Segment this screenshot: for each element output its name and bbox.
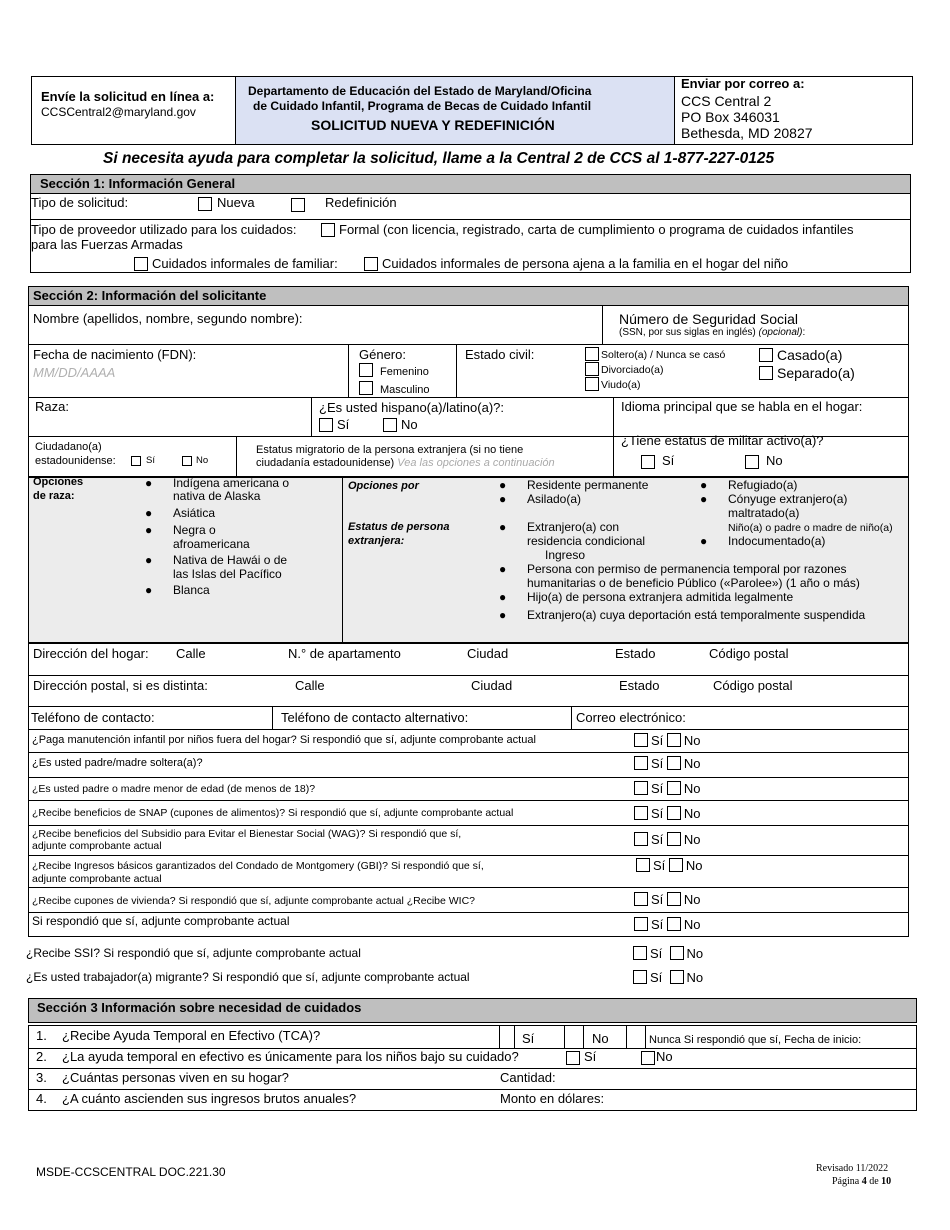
checkbox-no[interactable]: [667, 806, 681, 820]
checkbox-yes[interactable]: [634, 917, 648, 931]
checkbox-yes[interactable]: [636, 858, 650, 872]
divider: [311, 397, 312, 437]
q4-number: 4.: [36, 1091, 47, 1106]
question-wag-cont: adjunte comprobante actual: [32, 840, 162, 852]
redefinicion-label: Redefinición: [325, 195, 397, 210]
military-label: ¿Tiene estatus de militar activo(a)?: [621, 433, 824, 448]
form-title: SOLICITUD NUEVA Y REDEFINICIÓN: [311, 117, 555, 133]
citizen-label-1: Ciudadano(a): [35, 441, 102, 453]
widowed-label: Viudo(a): [601, 379, 641, 391]
divider: [613, 397, 614, 437]
divider: [28, 936, 909, 937]
income-amount-field[interactable]: Monto en dólares:: [500, 1091, 605, 1106]
female-label: Femenino: [380, 366, 429, 378]
hispanic-no-label: No: [401, 417, 418, 432]
race-option: las Islas del Pacífico: [173, 567, 282, 581]
bullet: ●: [700, 534, 708, 548]
request-type-label: Tipo de solicitud:: [31, 195, 129, 210]
bullet: ●: [499, 562, 507, 576]
race-options-title-1: Opciones: [33, 476, 84, 488]
status-option: Ingreso: [545, 548, 586, 562]
yes-no-wic: Sí No: [634, 917, 701, 932]
dob-label: Fecha de nacimiento (FDN):: [33, 347, 197, 362]
apartment-field[interactable]: N.° de apartamento: [288, 646, 401, 661]
section3-title: Sección 3 Información sobre necesidad de cuidados: [37, 1000, 362, 1015]
divider: [499, 1025, 500, 1048]
ssn-label: Número de Seguridad Social: [619, 311, 798, 327]
checkbox-no[interactable]: [667, 917, 681, 931]
separated-label: Separado(a): [777, 365, 855, 381]
bullet: ●: [700, 478, 708, 492]
question-snap: ¿Recibe beneficios de SNAP (cupones de alimentos)? Si respondió que sí, adjunte comprobante actual: [32, 807, 514, 819]
checkbox-no[interactable]: [667, 832, 681, 846]
q2-no-label: No: [656, 1049, 673, 1064]
question-housing: ¿Recibe cupones de vivienda? Si respondió que sí, adjunte comprobante actual ¿Recibe WIC?: [32, 895, 476, 907]
name-field[interactable]: Nombre (apellidos, nombre, segundo nombre):: [33, 311, 303, 326]
status-option: Niño(a) o padre o madre de niño(a): [728, 522, 893, 534]
bullet: ●: [700, 492, 708, 506]
divider: [28, 887, 909, 888]
question-gbi: ¿Recibe Ingresos básicos garantizados del Condado de Montgomery (GBI)? Si respondió que sí,: [32, 860, 484, 872]
q3-household-size: ¿Cuántas personas viven en su hogar?: [62, 1070, 289, 1085]
status-option: maltratado(a): [728, 506, 800, 520]
phone-field[interactable]: Teléfono de contacto:: [31, 710, 155, 725]
checkbox-citizen-no[interactable]: [182, 456, 192, 466]
hispanic-yes-label: Sí: [337, 417, 350, 432]
bullet: ●: [145, 553, 153, 567]
bullet: ●: [145, 583, 153, 597]
question-migrant: ¿Es usted trabajador(a) migrante? Si respondió que sí, adjunte comprobante actual: [26, 970, 470, 984]
checkbox-q2-no[interactable]: [641, 1051, 655, 1065]
informal-nonfamily-label: Cuidados informales de persona ajena a la familia en el hogar del niño: [382, 256, 789, 271]
department-line-2: de Cuidado Infantil, Programa de Becas de Cuidado Infantil: [253, 99, 592, 113]
status-options-title-3: extranjera:: [348, 535, 405, 547]
checkbox-formal[interactable]: [321, 223, 335, 237]
male-label: Masculino: [380, 384, 430, 396]
race-option: afroamericana: [173, 537, 250, 551]
checkbox-redefinicion[interactable]: [291, 198, 305, 212]
online-email[interactable]: CCSCentral2@maryland.gov: [41, 105, 196, 119]
checkbox-nueva[interactable]: [198, 197, 212, 211]
checkbox-no[interactable]: [667, 756, 681, 770]
married-label: Casado(a): [777, 347, 843, 363]
q4-gross-income: ¿A cuánto ascienden sus ingresos brutos anuales?: [62, 1091, 357, 1106]
yes-no-migrant: Sí No: [633, 970, 703, 985]
checkbox-yes[interactable]: [634, 756, 648, 770]
question-wic-proof: Si respondió que sí, adjunte comprobante actual: [32, 914, 290, 928]
checkbox-no[interactable]: [670, 970, 684, 984]
bullet: ●: [499, 492, 507, 506]
divider: [342, 477, 343, 643]
checkbox-divorced[interactable]: [585, 362, 599, 376]
divider: [583, 1025, 584, 1048]
question-minor-parent: ¿Es usted padre o madre menor de edad (de menos de 18)?: [32, 783, 316, 795]
q1-tca: ¿Recibe Ayuda Temporal en Efectivo (TCA)?: [62, 1028, 321, 1043]
divider: [28, 1068, 917, 1069]
mail-line-2: PO Box 346031: [681, 109, 780, 125]
question-ssi: ¿Recibe SSI? Si respondió que sí, adjunte comprobante actual: [26, 946, 361, 960]
mail-line-1: CCS Central 2: [681, 93, 772, 109]
race-options-title-2: de raza:: [33, 490, 75, 502]
city-field[interactable]: Ciudad: [467, 646, 509, 661]
status-option: Extranjero(a) cuya deportación está temporalmente suspendida: [527, 608, 866, 622]
checkbox-yes[interactable]: [634, 733, 648, 747]
race-option: nativa de Alaska: [173, 489, 261, 503]
section2-title: Sección 2: Información del solicitante: [33, 288, 267, 303]
checkbox-hispanic-no[interactable]: [383, 418, 397, 432]
bullet: ●: [499, 478, 507, 492]
question-gbi-cont: adjunte comprobante actual: [32, 873, 162, 885]
yes-no-ssi: Sí No: [633, 946, 703, 961]
question-wag: ¿Recibe beneficios del Subsidio para Evitar el Bienestar Social (WAG)? Si respondió que sí,: [32, 828, 462, 840]
yes-no-minor-parent: Sí No: [634, 781, 701, 796]
nueva-label: Nueva: [217, 195, 255, 210]
checkbox-male[interactable]: [359, 381, 373, 395]
ssn-note: (SSN, por sus siglas en inglés) (opcional):: [619, 327, 806, 338]
email-field[interactable]: Correo electrónico:: [576, 710, 686, 725]
divider: [28, 777, 909, 778]
single-label: Soltero(a) / Nunca se casó: [601, 349, 726, 361]
military-yes-label: Sí: [662, 453, 675, 468]
yes-no-gbi: Sí No: [636, 858, 703, 873]
mail-city-field[interactable]: Ciudad: [471, 678, 513, 693]
checkbox-military-yes[interactable]: [641, 455, 655, 469]
checkbox-military-no[interactable]: [745, 455, 759, 469]
phone-row: [28, 706, 909, 730]
checkbox-informal-family[interactable]: [134, 257, 148, 271]
checkbox-yes[interactable]: [634, 781, 648, 795]
checkbox-yes[interactable]: [633, 946, 647, 960]
divider: [456, 344, 457, 398]
divider: [645, 1025, 646, 1048]
status-option: Persona con permiso de permanencia temporal por razones: [527, 562, 847, 576]
divider: [564, 1025, 565, 1048]
race-option: Asiática: [173, 506, 216, 520]
bullet: ●: [145, 476, 153, 490]
divider: [28, 752, 909, 753]
divider: [348, 344, 349, 398]
citizen-no-label: No: [196, 455, 209, 466]
citizen-yes-label: Sí: [146, 455, 155, 466]
divider: [236, 436, 237, 477]
checkbox-hispanic-yes[interactable]: [319, 418, 333, 432]
mail-state-field[interactable]: Estado: [619, 678, 660, 693]
bullet: ●: [499, 590, 507, 604]
mail-zip-field[interactable]: Código postal: [713, 678, 793, 693]
q1-yes[interactable]: Sí: [522, 1031, 535, 1046]
checkbox-yes[interactable]: [633, 970, 647, 984]
dob-input[interactable]: MM/DD/AAAA: [33, 365, 116, 380]
checkbox-informal-nonfamily[interactable]: [364, 257, 378, 271]
q2-yes-label: Sí: [584, 1049, 597, 1064]
checkbox-q2-yes[interactable]: [566, 1051, 580, 1065]
mail-street-field[interactable]: Calle: [295, 678, 325, 693]
checkbox-citizen-yes[interactable]: [131, 456, 141, 466]
checkbox-yes[interactable]: [634, 892, 648, 906]
zip-field[interactable]: Código postal: [709, 646, 789, 661]
street-field[interactable]: Calle: [176, 646, 206, 661]
q1-never-start-date[interactable]: Nunca Si respondió que sí, Fecha de inicio:: [649, 1034, 862, 1046]
informal-family-label: Cuidados informales de familiar:: [152, 256, 338, 271]
yes-no-snap: Sí No: [634, 806, 701, 821]
checkbox-married[interactable]: [759, 348, 773, 362]
mail-line-3: Bethesda, MD 20827: [681, 125, 813, 141]
divider: [571, 706, 572, 730]
status-option: Indocumentado(a): [728, 534, 826, 548]
status-option: Hijo(a) de persona extranjera admitida legalmente: [527, 590, 794, 604]
mail-label: Enviar por correo a:: [681, 76, 805, 91]
divorced-label: Divorciado(a): [601, 364, 664, 376]
divider: [514, 1025, 515, 1048]
bullet: ●: [145, 506, 153, 520]
checkbox-no[interactable]: [667, 781, 681, 795]
help-line: Si necesita ayuda para completar la solicitud, llame a la Central 2 de CCS al 1-877-227-0125: [103, 150, 775, 167]
immigration-label-1: Estatus migratorio de la persona extranjera (si no tiene: [256, 444, 524, 456]
document-id: MSDE-CCSCENTRAL DOC.221.30: [36, 1165, 226, 1179]
divider: [626, 1025, 627, 1048]
checkbox-female[interactable]: [359, 363, 373, 377]
divider: [602, 305, 603, 345]
yes-no-housing: Sí No: [634, 892, 701, 907]
race-option: Indígena americana o: [173, 476, 290, 490]
divider: [28, 825, 909, 826]
status-option: Residente permanente: [527, 478, 649, 492]
yes-no-single-parent: Sí No: [634, 756, 701, 771]
q3-number: 3.: [36, 1070, 47, 1085]
divider: [28, 1089, 917, 1090]
race-option: Nativa de Hawái o de: [173, 553, 288, 567]
status-options-title: Opciones por: [348, 480, 419, 492]
formal-label-cont: para las Fuerzas Armadas: [31, 237, 183, 252]
hispanic-label: ¿Es usted hispano(a)/latino(a)?:: [319, 400, 504, 415]
section1-title: Sección 1: Información General: [40, 176, 236, 191]
divider: [28, 855, 909, 856]
q1-number: 1.: [36, 1028, 47, 1043]
q2-number: 2.: [36, 1049, 47, 1064]
divider: [28, 912, 909, 913]
q2-tca-children: ¿La ayuda temporal en efectivo es únicamente para los niños bajo su cuidado?: [62, 1049, 519, 1064]
alt-phone-field[interactable]: Teléfono de contacto alternativo:: [281, 710, 469, 725]
checkbox-no[interactable]: [669, 858, 683, 872]
yes-no-wag: Sí No: [634, 832, 701, 847]
page-number: Página 4 de 10: [832, 1176, 892, 1187]
status-option: Asilado(a): [527, 492, 582, 506]
mail-address-label: Dirección postal, si es distinta:: [33, 678, 208, 693]
bullet: ●: [145, 523, 153, 537]
language-field[interactable]: Idioma principal que se habla en el hogar:: [621, 399, 863, 414]
question-child-support: ¿Paga manutención infantil por niños fuera del hogar? Si respondió que sí, adjunte comprobante actual: [32, 734, 536, 746]
online-label: Envíe la solicitud en línea a:: [41, 89, 215, 104]
divider: [28, 800, 909, 801]
immigration-label-2: ciudadanía estadounidense) Vea las opciones a continuación: [256, 457, 555, 469]
marital-label: Estado civil:: [465, 347, 535, 362]
checkbox-no[interactable]: [670, 946, 684, 960]
race-option: Blanca: [173, 583, 210, 597]
state-field[interactable]: Estado: [615, 646, 656, 661]
checkbox-single[interactable]: [585, 347, 599, 361]
department-line-1: Departamento de Educación del Estado de Maryland/Oficina: [248, 84, 592, 98]
military-no-label: No: [766, 453, 783, 468]
divider: [613, 436, 614, 477]
checkbox-widowed[interactable]: [585, 377, 599, 391]
status-option: Cónyuge extranjero(a): [728, 492, 848, 506]
race-field[interactable]: Raza:: [35, 399, 69, 414]
checkbox-yes[interactable]: [634, 806, 648, 820]
household-count-field[interactable]: Cantidad:: [500, 1070, 556, 1085]
status-option: Refugiado(a): [728, 478, 798, 492]
status-option: humanitarias o de beneficio Público («Parolee») (1 año o más): [527, 576, 860, 590]
status-option: residencia condicional: [527, 534, 646, 548]
home-address-label: Dirección del hogar:: [33, 646, 149, 661]
checkbox-no[interactable]: [667, 733, 681, 747]
divider: [30, 219, 911, 220]
status-options-title-2: Estatus de persona: [348, 521, 450, 533]
gender-label: Género:: [359, 347, 406, 362]
checkbox-no[interactable]: [667, 892, 681, 906]
question-single-parent: ¿Es usted padre/madre soltera(a)?: [32, 757, 203, 769]
race-option: Negra o: [173, 523, 216, 537]
checkbox-separated[interactable]: [759, 366, 773, 380]
divider: [272, 706, 273, 730]
revised-date: Revisado 11/2022: [816, 1163, 889, 1174]
yes-no-child-support: Sí No: [634, 733, 701, 748]
formal-label: Formal (con licencia, registrado, carta de cumplimiento o programa de cuidados infantiles: [339, 222, 854, 237]
checkbox-yes[interactable]: [634, 832, 648, 846]
bullet: ●: [499, 608, 507, 622]
status-option: Extranjero(a) con: [527, 520, 620, 534]
provider-type-label: Tipo de proveedor utilizado para los cuidados:: [31, 222, 297, 237]
citizen-label-2: estadounidense:: [35, 455, 116, 467]
bullet: ●: [499, 520, 507, 534]
q1-no[interactable]: No: [592, 1031, 609, 1046]
